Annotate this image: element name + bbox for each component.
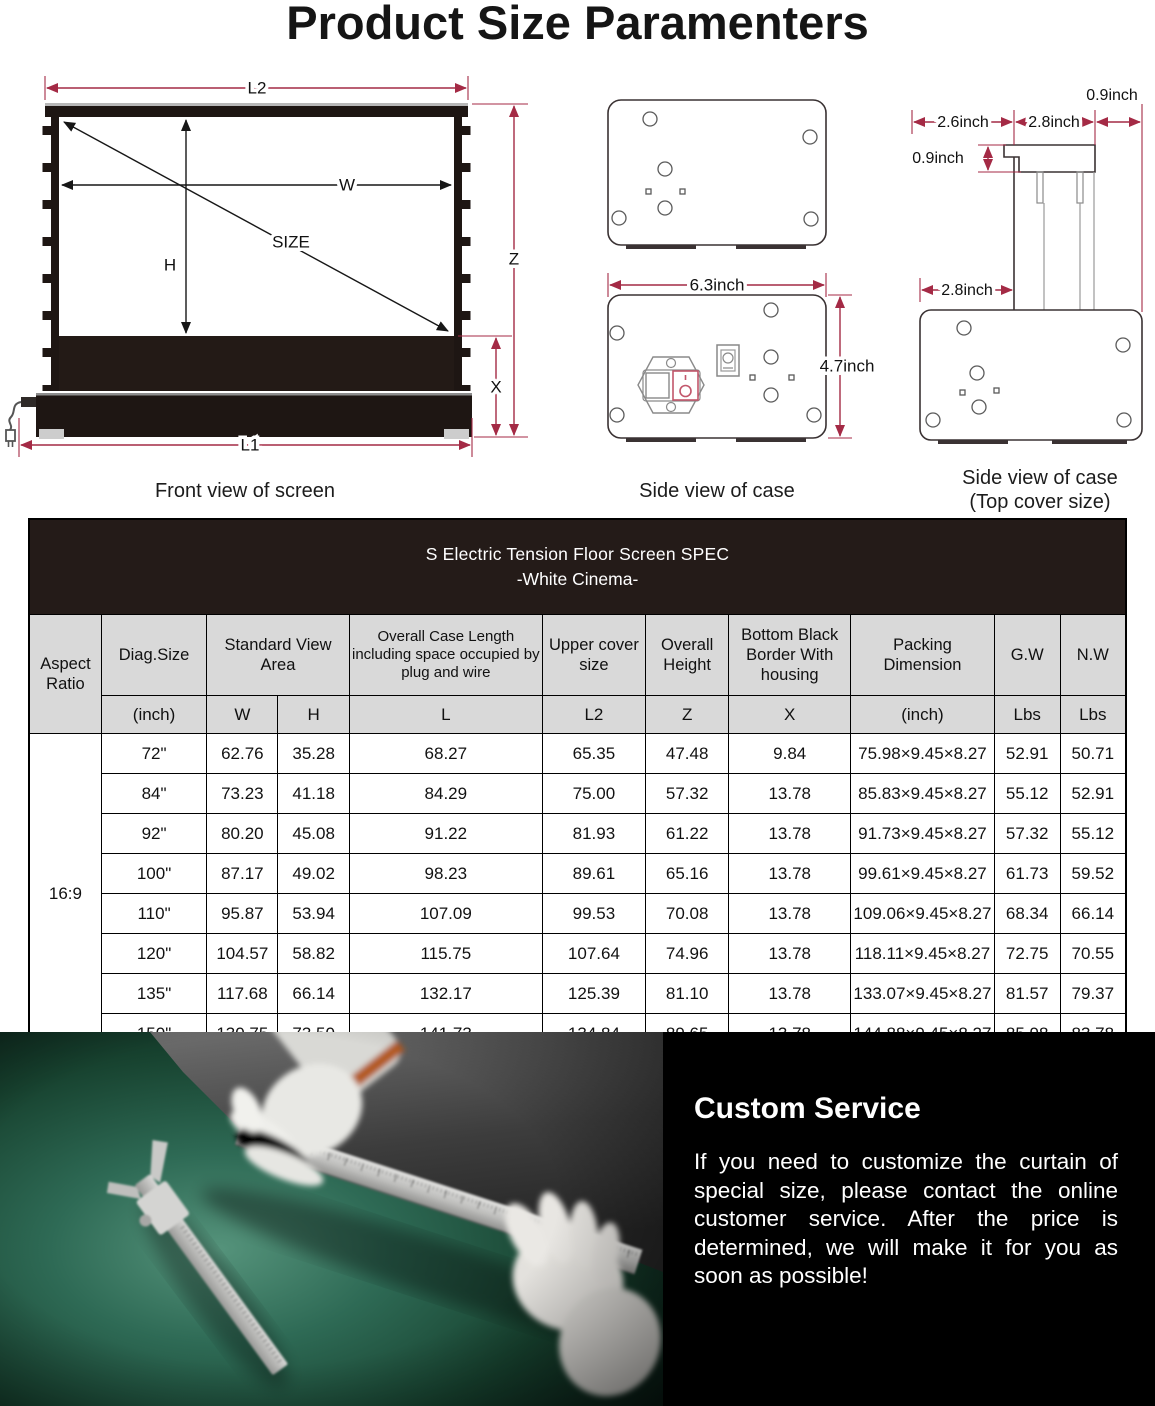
table-row xyxy=(29,894,1126,934)
table-title-line2: -White Cinema- xyxy=(516,569,639,589)
subheader-h: H xyxy=(278,696,349,734)
subheader-l: L xyxy=(349,696,542,734)
top-cover-caption-line1: Side view of case xyxy=(962,467,1118,489)
upper-plate xyxy=(608,100,826,245)
base-housing xyxy=(36,393,472,437)
cell-packing: 91.73×9.45×8.27 xyxy=(851,814,995,854)
dim-2-8-mid-label: 2.8inch xyxy=(941,282,993,300)
cell-x: 13.78 xyxy=(729,814,851,854)
cell-x: 13.78 xyxy=(729,894,851,934)
base-seam xyxy=(36,393,472,396)
subheader-x: X xyxy=(729,696,851,734)
cell-packing: 75.98×9.45×8.27 xyxy=(851,734,995,774)
case-body xyxy=(920,310,1142,440)
top-cover-diagram xyxy=(890,60,1155,464)
table-row xyxy=(29,854,1126,894)
subheader-packing-inch: (inch) xyxy=(851,696,995,734)
cell-l2: 99.53 xyxy=(542,894,645,934)
table-row xyxy=(29,774,1126,814)
cell-gw: 61.73 xyxy=(994,854,1060,894)
cell-nw: 70.55 xyxy=(1060,934,1126,974)
header-standard-view-area: Standard View Area xyxy=(207,615,350,696)
cell-x: 13.78 xyxy=(729,774,851,814)
cell-h: 58.82 xyxy=(278,934,349,974)
cable-connector xyxy=(21,397,36,407)
cell-h: 45.08 xyxy=(278,814,349,854)
cell-l2: 75.00 xyxy=(542,774,645,814)
cell-l: 68.27 xyxy=(349,734,542,774)
subheader-nw-lbs: Lbs xyxy=(1060,696,1126,734)
header-overall-height: Overall Height xyxy=(645,615,728,696)
cell-gw: 81.57 xyxy=(994,974,1060,1014)
cover-leg xyxy=(1077,172,1083,203)
group-header-row xyxy=(29,615,1126,696)
subheader-inch: (inch) xyxy=(101,696,206,734)
cell-w: 62.76 xyxy=(207,734,278,774)
cell-w: 117.68 xyxy=(207,974,278,1014)
top-cover-caption-line2: (Top cover size) xyxy=(969,491,1111,513)
cell-w: 87.17 xyxy=(207,854,278,894)
table-title-band xyxy=(29,519,1126,615)
cell-nw: 55.12 xyxy=(1060,814,1126,854)
cell-x: 13.78 xyxy=(729,854,851,894)
cell-z: 47.48 xyxy=(645,734,728,774)
front-view-diagram xyxy=(0,60,560,464)
base-foot-right xyxy=(444,429,469,439)
header-aspect-ratio: Aspect Ratio xyxy=(29,615,101,734)
cell-packing: 99.61×9.45×8.27 xyxy=(851,854,995,894)
cell-diag: 135" xyxy=(101,974,206,1014)
cell-w: 73.23 xyxy=(207,774,278,814)
cell-l: 84.29 xyxy=(349,774,542,814)
cell-l2: 81.93 xyxy=(542,814,645,854)
table-row xyxy=(29,814,1126,854)
table-title-cell xyxy=(29,519,1126,615)
page-title: Product Size Paramenters xyxy=(286,0,869,49)
table-row xyxy=(29,974,1126,1014)
custom-service-block xyxy=(694,1092,1118,1291)
size-label: SIZE xyxy=(272,232,310,252)
side-view-caption: Side view of case xyxy=(639,480,795,502)
cell-h: 53.94 xyxy=(278,894,349,934)
cell-packing: 109.06×9.45×8.27 xyxy=(851,894,995,934)
cell-l2: 125.39 xyxy=(542,974,645,1014)
l2-dim-label: L2 xyxy=(247,78,267,98)
cell-z: 65.16 xyxy=(645,854,728,894)
subheader-z: Z xyxy=(645,696,728,734)
header-gw: G.W xyxy=(994,615,1060,696)
cell-diag: 110" xyxy=(101,894,206,934)
dim-2-8-top-label: 2.8inch xyxy=(1028,114,1080,132)
header-bottom-black-border: Bottom Black Border With housing xyxy=(729,615,851,696)
cell-gw: 72.75 xyxy=(994,934,1060,974)
cell-nw: 59.52 xyxy=(1060,854,1126,894)
cell-l: 98.23 xyxy=(349,854,542,894)
cell-w: 80.20 xyxy=(207,814,278,854)
dim-0-9-left-label: 0.9inch xyxy=(912,150,964,168)
cell-packing: 118.11×9.45×8.27 xyxy=(851,934,995,974)
table-title-line1: S Electric Tension Floor Screen SPEC xyxy=(425,544,730,564)
screen-right-bar xyxy=(454,117,462,391)
spec-table xyxy=(28,518,1127,1055)
subheader-gw-lbs: Lbs xyxy=(994,696,1060,734)
cell-w: 104.57 xyxy=(207,934,278,974)
front-view-caption: Front view of screen xyxy=(154,480,336,502)
header-nw: N.W xyxy=(1060,615,1126,696)
power-socket xyxy=(646,373,669,398)
w-dim-label: W xyxy=(338,175,356,195)
cell-l: 107.09 xyxy=(349,894,542,934)
screen-top-bar xyxy=(45,106,468,117)
header-upper-cover-size: Upper cover size xyxy=(542,615,645,696)
cover-leg xyxy=(1037,172,1043,203)
cell-z: 81.10 xyxy=(645,974,728,1014)
cell-nw: 79.37 xyxy=(1060,974,1126,1014)
cell-h: 41.18 xyxy=(278,774,349,814)
cell-l: 132.17 xyxy=(349,974,542,1014)
subheader-w: W xyxy=(207,696,278,734)
table-row xyxy=(29,934,1126,974)
x-dim-label: X xyxy=(490,377,502,397)
cell-h: 35.28 xyxy=(278,734,349,774)
cell-z: 74.96 xyxy=(645,934,728,974)
header-packing-dimension: Packing Dimension xyxy=(851,615,995,696)
cell-l: 115.75 xyxy=(349,934,542,974)
case-height-label: 4.7inch xyxy=(819,356,875,376)
cell-gw: 57.32 xyxy=(994,814,1060,854)
dim-2-6-label: 2.6inch xyxy=(937,114,989,132)
cell-h: 66.14 xyxy=(278,974,349,1014)
cell-packing: 85.83×9.45×8.27 xyxy=(851,774,995,814)
cell-x: 13.78 xyxy=(729,974,851,1014)
header-overall-case-length: Overall Case Length including space occupied by plug and wire xyxy=(349,615,542,696)
measuring-photo-art xyxy=(0,1032,663,1406)
custom-service-section xyxy=(0,1032,1155,1406)
case-width-label: 6.3inch xyxy=(689,275,745,295)
side-view-diagram xyxy=(560,60,890,464)
cell-w: 95.87 xyxy=(207,894,278,934)
cell-l2: 65.35 xyxy=(542,734,645,774)
custom-service-body: If you need to customize the curtain of special size, please contact the online customer service. After the price is determined, we will make it for you as soon as possible! xyxy=(694,1149,1118,1289)
cell-l2: 89.61 xyxy=(542,854,645,894)
screen-left-bar xyxy=(51,117,59,391)
custom-service-heading: Custom Service xyxy=(694,1092,921,1125)
l1-dim-label: L1 xyxy=(240,435,260,455)
cell-gw: 68.34 xyxy=(994,894,1060,934)
cell-diag: 120" xyxy=(101,934,206,974)
cell-h: 49.02 xyxy=(278,854,349,894)
size-diagonal xyxy=(64,122,448,331)
cell-z: 61.22 xyxy=(645,814,728,854)
header-diag-size: Diag.Size xyxy=(101,615,206,696)
table-row xyxy=(29,734,1126,774)
cell-z: 57.32 xyxy=(645,774,728,814)
dim-0-9-top-label: 0.9inch xyxy=(1086,87,1138,105)
photo-vignette xyxy=(0,1032,663,1406)
cell-gw: 52.91 xyxy=(994,734,1060,774)
sub-header-row xyxy=(29,696,1126,734)
h-dim-label: H xyxy=(163,255,177,275)
top-cover-caption xyxy=(925,466,1155,514)
cell-diag: 84" xyxy=(101,774,206,814)
cell-nw: 52.91 xyxy=(1060,774,1126,814)
z-dim-label: Z xyxy=(508,249,520,269)
screen-top-trim xyxy=(45,103,468,106)
cell-nw: 50.71 xyxy=(1060,734,1126,774)
cell-diag: 100" xyxy=(101,854,206,894)
cell-nw: 66.14 xyxy=(1060,894,1126,934)
measuring-photo xyxy=(0,1032,663,1406)
cell-packing: 133.07×9.45×8.27 xyxy=(851,974,995,1014)
cable-plug xyxy=(6,430,15,441)
base-foot-left xyxy=(39,429,64,439)
cell-z: 70.08 xyxy=(645,894,728,934)
cell-x: 13.78 xyxy=(729,934,851,974)
top-cover xyxy=(1004,145,1095,172)
cell-diag: 92" xyxy=(101,814,206,854)
subheader-l2: L2 xyxy=(542,696,645,734)
cell-l: 91.22 xyxy=(349,814,542,854)
cell-diag: 72" xyxy=(101,734,206,774)
cell-gw: 55.12 xyxy=(994,774,1060,814)
cell-l2: 107.64 xyxy=(542,934,645,974)
cell-aspect-ratio: 16:9 xyxy=(29,734,101,1055)
cell-x: 9.84 xyxy=(729,734,851,774)
bottom-black-border xyxy=(59,336,454,391)
